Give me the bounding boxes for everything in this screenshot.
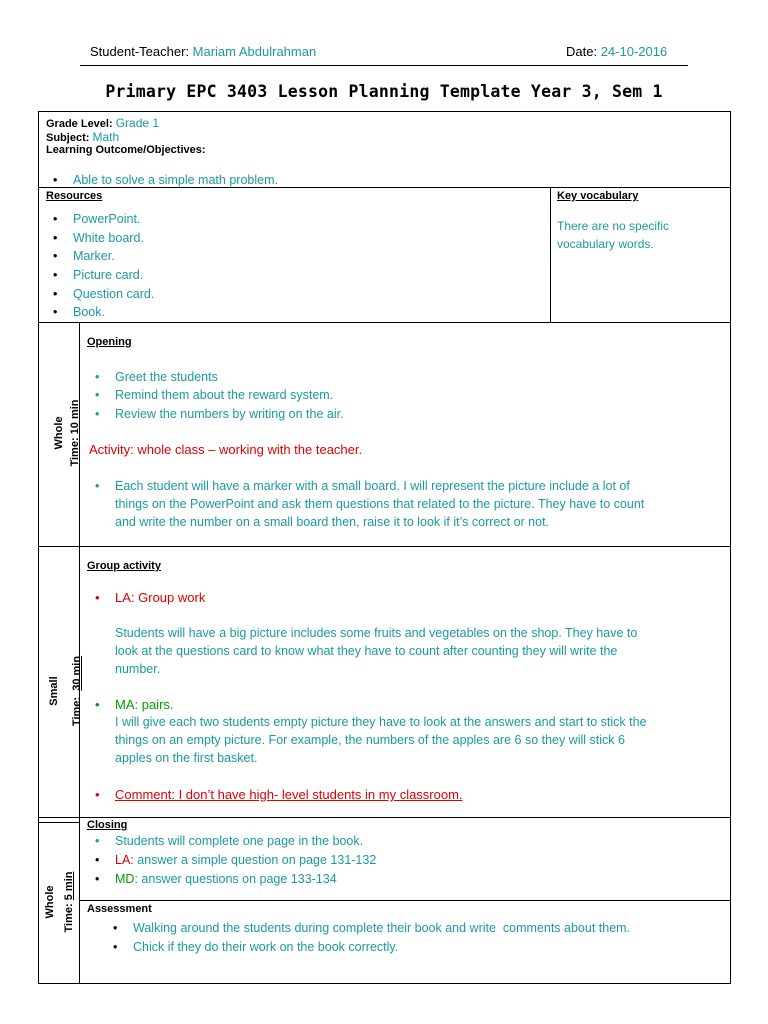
resource-text: Picture card. — [73, 268, 144, 282]
resource-item — [53, 212, 141, 226]
resource-item — [53, 287, 155, 301]
row-divider — [79, 900, 731, 901]
opening-item-text: Review the numbers by writing on the air. — [115, 407, 344, 421]
comment-text: Comment: I don’t have high- level students in my classroom. — [115, 787, 463, 802]
opening-heading: Opening — [87, 336, 132, 348]
opening-desc-text: things on the PowerPoint and ask them questions that related to the picture. They have to count — [115, 497, 645, 511]
bullet-icon: • — [53, 231, 58, 245]
bullet-icon: • — [95, 853, 100, 867]
resource-item — [53, 305, 105, 319]
student-teacher-label: Student-Teacher: — [90, 44, 190, 59]
subject-value: Math — [92, 130, 120, 144]
grade-level — [46, 116, 159, 130]
student-teacher-name: Mariam Abdulrahman — [192, 44, 317, 59]
opening-item-text: Greet the students — [115, 370, 218, 384]
opening-desc-text: Each student will have a marker with a small board. I will represent the picture include a lot of — [115, 479, 630, 493]
closing-side-time — [62, 857, 76, 947]
bullet-icon: • — [113, 921, 118, 935]
ma-description: I will give each two students empty picture they have to look at the answers and start to stick the — [115, 715, 647, 729]
date-value: 24-10-2016 — [600, 44, 668, 59]
row-divider — [38, 187, 731, 188]
opening-activity: Activity: whole class – working with the teacher. — [89, 442, 363, 457]
resources-label: Resources — [46, 190, 103, 202]
vocabulary-line: vocabulary words. — [557, 237, 654, 251]
la-description: number. — [115, 662, 161, 676]
grade-level-label: Grade Level: — [46, 118, 113, 130]
time-value: 10 min — [69, 399, 81, 435]
outcome-item — [53, 173, 278, 187]
opening-item-text: Remind them about the reward system. — [115, 388, 334, 402]
opening-item — [95, 370, 218, 384]
closing-item — [95, 834, 364, 848]
time-prefix: Time: — [71, 690, 83, 727]
bullet-icon: • — [53, 249, 58, 263]
opening-desc — [95, 479, 630, 493]
bullet-icon: • — [95, 590, 100, 605]
closing-heading: Closing — [87, 819, 128, 831]
ma-description: things on an empty picture. For example, the numbers of the apples are 6 so they will stick 6 — [115, 733, 625, 747]
resource-text: White board. — [73, 231, 144, 245]
opening-side-time — [68, 388, 82, 478]
student-teacher-line — [90, 44, 316, 59]
la-group-work — [95, 590, 206, 605]
resource-item — [53, 231, 144, 245]
assessment-item-text: Chick if they do their work on the book correctly. — [133, 940, 399, 954]
vocabulary-line: There are no specific — [557, 219, 670, 233]
group-activity-heading: Group activity — [87, 560, 161, 572]
time-value: 5 min — [63, 871, 75, 901]
bullet-icon: • — [95, 872, 100, 886]
grade-level-value: Grade 1 — [115, 116, 160, 130]
closing-la — [95, 853, 377, 867]
bullet-icon: • — [95, 834, 100, 848]
bullet-icon: • — [53, 173, 58, 187]
bullet-icon: • — [95, 388, 100, 402]
resource-text: Book. — [73, 305, 105, 319]
time-prefix: Time: — [69, 434, 81, 467]
opening-desc-text: and write the number on a small board then, raise it to look if it’s correct or not. — [115, 515, 550, 529]
bullet-icon: • — [95, 407, 100, 421]
row-divider — [38, 322, 731, 323]
bullet-icon: • — [95, 787, 100, 802]
outcome-item-text: Able to solve a simple math problem. — [73, 173, 278, 187]
assessment-item-text: Walking around the students during complete their book and write comments about them. — [133, 921, 631, 935]
opening-side-label: Whole — [53, 416, 65, 450]
ma-label: MA: pairs. — [115, 697, 174, 712]
closing-la-text: answer a simple question on page 131-132 — [133, 853, 377, 867]
closing-la-label: LA: — [115, 853, 134, 867]
bullet-icon: • — [95, 697, 100, 712]
header-rule — [80, 65, 688, 66]
resource-text: PowerPoint. — [73, 212, 141, 226]
resource-text: Marker. — [73, 249, 115, 263]
bullet-icon: • — [53, 212, 58, 226]
date-line — [566, 44, 667, 59]
subject — [46, 130, 119, 144]
bullet-icon: • — [95, 370, 100, 384]
page-title: Primary EPC 3403 Lesson Planning Template Year 3, Sem 1 — [105, 82, 663, 101]
bullet-icon: • — [95, 479, 100, 493]
time-value: 30 min — [71, 655, 83, 691]
ma-pairs — [95, 697, 174, 712]
date-label: Date: — [566, 44, 598, 59]
closing-item-text: Students will complete one page in the book. — [115, 834, 364, 848]
time-prefix: Time: — [63, 900, 75, 933]
closing-md-text: answer questions on page 133-134 — [137, 872, 337, 886]
learning-outcome-label: Learning Outcome/Objectives: — [46, 144, 206, 156]
resource-text: Question card. — [73, 287, 155, 301]
opening-item — [95, 407, 344, 421]
closing-side-label: Whole — [44, 885, 56, 919]
comment — [95, 787, 463, 802]
col-divider — [550, 187, 551, 322]
la-description: Students will have a big picture includes some fruits and vegetables on the shop. They have to — [115, 626, 638, 640]
bullet-icon: • — [113, 940, 118, 954]
bullet-icon: • — [53, 268, 58, 282]
assessment-item — [113, 940, 399, 954]
assessment-item — [113, 921, 631, 935]
bullet-icon: • — [53, 305, 58, 319]
resource-item — [53, 249, 115, 263]
la-description: look at the questions card to know what they have to count after counting they will write the — [115, 644, 618, 658]
row-divider — [38, 546, 731, 547]
ma-description: apples on the first basket. — [115, 751, 258, 765]
la-label: LA: Group work — [115, 590, 206, 605]
resource-item — [53, 268, 144, 282]
group-side-time — [70, 641, 84, 741]
group-side-label: Small — [48, 676, 60, 706]
row-divider — [38, 817, 731, 818]
opening-item — [95, 388, 334, 402]
assessment-heading: Assessment — [87, 903, 152, 915]
key-vocabulary-label: Key vocabulary — [557, 190, 639, 202]
closing-md — [95, 872, 337, 886]
closing-md-label: MD: — [115, 872, 138, 886]
bullet-icon: • — [53, 287, 58, 301]
subject-label: Subject: — [46, 132, 90, 144]
